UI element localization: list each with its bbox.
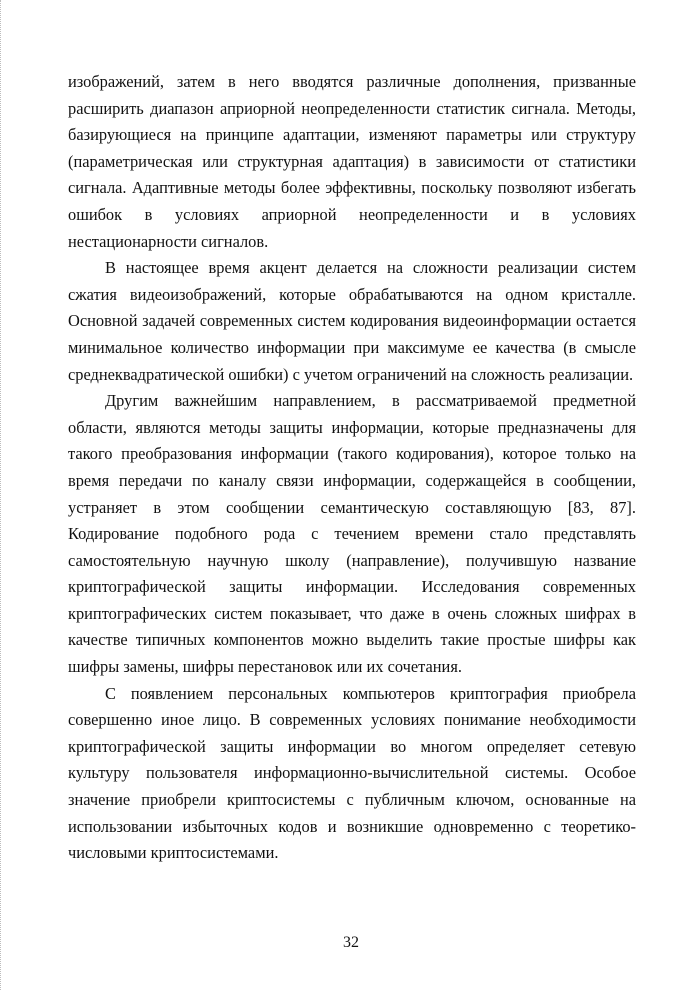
paragraph-3: Другим важнейшим направлением, в рассматриваемой предметной области, являются методы защиты информации, которые предназначены для такого преобразования информации (такого кодирования), которое только на время передачи по каналу связи информации, содержащейся в сообщении, устраняет в этом сообщении семантическую составляющую [83, 87]. Кодирование подобного рода с течением времени стало представлять самостоятельную научную школу (направление), получившую название криптографической защиты информации. Исследования современных криптографических систем показывает, что даже в очень сложных шифрах в качестве типичных компонентов можно выделить такие простые шифры как шифры замены, шифры перестановок или их сочетания. <box>68 391 636 677</box>
paragraph-4: С появлением персональных компьютеров криптография приобрела совершенно иное лицо. В современных условиях понимание необходимости криптографической защиты информации во многом определяет сетевую культуру пользователя информационно-вычислительной системы. Особое значение приобрели криптосистемы с публичным ключом, основанные на использовании избыточных кодов и возникшие одновременно с теоретико-числовыми криптосистемами. <box>68 683 636 863</box>
paragraph-2: В настоящее время акцент делается на сложности реализации систем сжатия видеоизображений, которые обрабатываются на одном кристалле. Основной задачей современных систем кодирования видеоинформации остается минимальное количество информации при максимуме ее качества (в смысле среднеквадратической ошибки) с учетом ограничений на сложность реализации. <box>68 258 636 384</box>
body-text <box>68 69 636 867</box>
paragraph-1: изображений, затем в него вводятся различные дополнения, призванные расширить диапазон априорной неопределенности статистик сигнала. Методы, базирующиеся на принципе адаптации, изменяют параметры или структуру (параметрическая или структурная адаптация) в зависимости от статистики сигнала. Адаптивные методы более эффективны, поскольку позволяют избегать ошибок в условиях априорной неопределенности и в условиях нестационарности сигналов. <box>68 72 636 251</box>
page-number: 32 <box>343 934 359 951</box>
